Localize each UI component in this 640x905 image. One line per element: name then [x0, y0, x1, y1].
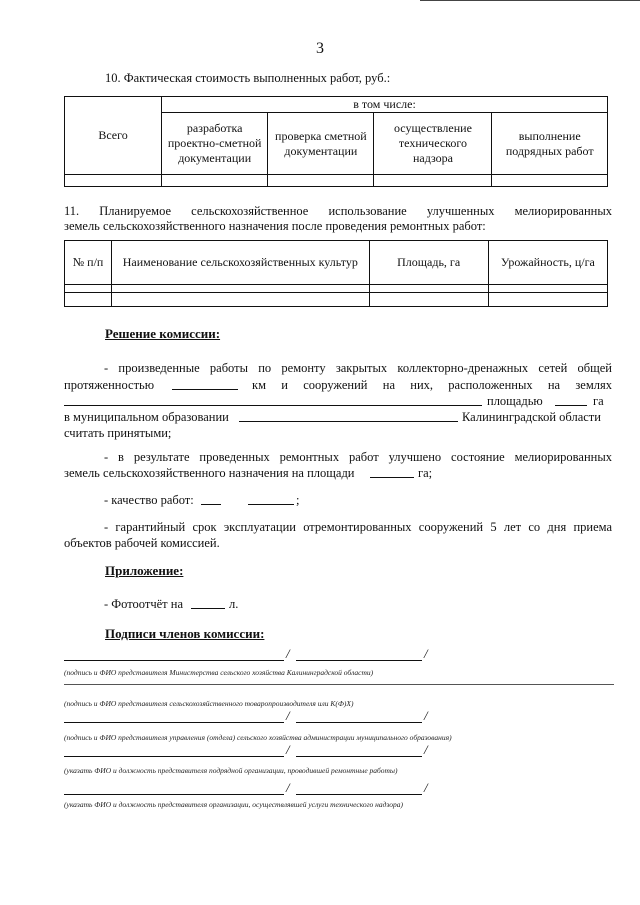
cost-table	[64, 96, 608, 187]
name-line	[296, 660, 422, 661]
area-blank	[555, 393, 587, 406]
length-blank	[172, 377, 238, 390]
crops-table-header-yield: Урожайность, ц/га	[488, 241, 607, 285]
cost-table-group-header: в том числе:	[162, 97, 608, 113]
cost-table-cell	[492, 175, 608, 187]
decision-p2-line1: - в результате проведенных ремонтных работ улучшено состояние мелиорированных	[104, 450, 612, 464]
signature-slash: /	[424, 646, 428, 661]
cost-table-header-total: Всего	[65, 97, 162, 175]
quality-blank-1	[201, 492, 221, 505]
signature-caption-ministry: (подпись и ФИО представителя Министерства сельского хозяйства Калининградской области)	[64, 668, 374, 677]
cost-table-cell	[162, 175, 268, 187]
cost-table-header-design: разработка проектно-сметной документации	[162, 113, 268, 175]
page-number: 3	[316, 40, 324, 57]
signature-slash: /	[424, 708, 428, 723]
name-line	[296, 794, 422, 795]
decision-p1-line1: - произведенные работы по ремонту закрытых коллекторно-дренажных сетей общей	[104, 361, 612, 375]
signature-line	[64, 660, 284, 661]
decision-p3-label: - качество работ:	[104, 493, 194, 507]
crops-table-header-crop: Наименование сельскохозяйственных культур	[112, 241, 369, 285]
section-10-title: 10. Фактическая стоимость выполненных работ, руб.:	[105, 71, 391, 85]
crops-table-cell	[488, 293, 607, 307]
top-border-line	[420, 0, 640, 1]
signature-slash: /	[286, 742, 290, 757]
signature-slash: /	[424, 742, 428, 757]
signature-line	[64, 756, 284, 757]
decision-p1-line4b: Калининградской области	[462, 410, 601, 424]
decision-p4-line2: объектов рабочей комиссией.	[64, 536, 220, 550]
crops-table-header-area: Площадь, га	[369, 241, 488, 285]
crops-table-cell	[488, 285, 607, 293]
cost-table-header-supervision: осуществление технического надзора	[374, 113, 492, 175]
cost-table-header-contract: выполнение подрядных работ	[492, 113, 608, 175]
decision-p3-end: ;	[296, 493, 300, 507]
cost-table-header-review: проверка сметной документации	[268, 113, 374, 175]
signature-caption-contractor: (указать ФИО и должность представителя подрядной организации, проводившей ремонтные работы)	[64, 766, 398, 775]
crops-table	[64, 240, 608, 307]
crops-table-cell	[112, 293, 369, 307]
signature-caption-supervision: (указать ФИО и должность представителя организации, осуществлявшей услуги технического надзора)	[64, 800, 404, 809]
decision-p1-line5: считать принятыми;	[64, 426, 172, 440]
section-11-line1: 11. Планируемое сельскохозяйственное использование улучшенных мелиорированных	[64, 204, 612, 218]
appendix-line-a: - Фотоотчёт на	[104, 597, 184, 611]
cost-table-cell	[65, 175, 162, 187]
signature-slash: /	[424, 780, 428, 795]
cost-table-cell	[268, 175, 374, 187]
signature-slash: /	[286, 646, 290, 661]
section-11-line2: земель сельскохозяйственного назначения после проведения ремонтных работ:	[64, 219, 486, 233]
decision-p1-line2a: протяженностью	[64, 378, 155, 392]
photo-pages-blank	[191, 596, 225, 609]
separator-line	[64, 684, 614, 685]
cost-table-cell	[374, 175, 492, 187]
crops-table-cell	[65, 285, 112, 293]
decision-p1-line3b: га	[593, 394, 604, 408]
municipality-blank	[239, 409, 458, 422]
crops-table-cell	[369, 285, 488, 293]
signature-slash: /	[286, 708, 290, 723]
name-line	[296, 756, 422, 757]
decision-p2-line2b: га;	[418, 466, 433, 480]
appendix-line-b: л.	[229, 597, 239, 611]
crops-table-cell	[112, 285, 369, 293]
signature-slash: /	[286, 780, 290, 795]
decision-heading: Решение комиссии:	[105, 326, 221, 341]
signature-caption-municipal: (подпись и ФИО представителя управления (отдела) сельского хозяйства администрации муниципального образования)	[64, 733, 452, 742]
improved-area-blank	[370, 465, 414, 478]
decision-p1-line4a: в муниципальном образовании	[64, 410, 229, 424]
crops-table-cell	[369, 293, 488, 307]
lands-blank	[64, 393, 482, 406]
name-line	[296, 722, 422, 723]
decision-p1-line2b: км и сооружений на них, расположенных на землях	[252, 378, 612, 392]
signature-caption-producer: (подпись и ФИО представителя сельскохозяйственного товаропроизводителя или К(Ф)Х)	[64, 699, 354, 708]
decision-p4-line1: - гарантийный срок эксплуатации отремонтированных сооружений 5 лет со дня приема	[104, 520, 612, 534]
signatures-heading: Подписи членов комиссии:	[105, 626, 265, 641]
crops-table-cell	[65, 293, 112, 307]
signature-line	[64, 722, 284, 723]
signature-line	[64, 794, 284, 795]
decision-p1-line3a: площадью	[487, 394, 543, 408]
decision-p2-line2a: земель сельскохозяйственного назначения на площади	[64, 466, 355, 480]
crops-table-header-number: № п/п	[65, 241, 112, 285]
quality-blank-2	[248, 492, 294, 505]
appendix-heading: Приложение:	[105, 563, 184, 578]
